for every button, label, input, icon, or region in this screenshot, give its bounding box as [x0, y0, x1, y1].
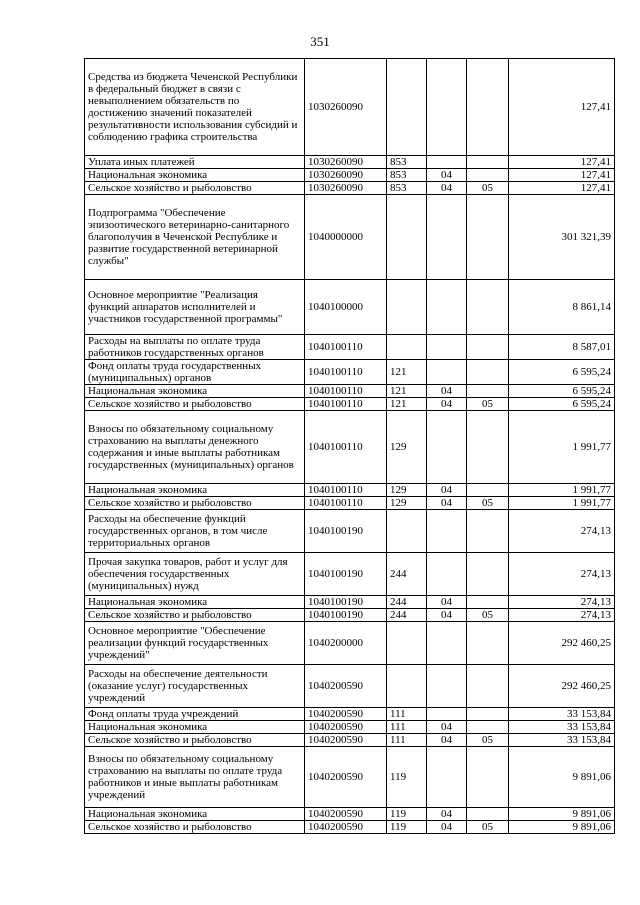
subsection-code-cell: [467, 280, 509, 335]
expense-name-cell: Фонд оплаты труда государственных (муниципальных) органов: [85, 360, 305, 385]
target-article-code-cell: 1040200590: [305, 808, 387, 821]
section-code-cell: [427, 195, 467, 280]
table-row: [85, 708, 615, 721]
subsection-code-cell: [467, 510, 509, 553]
table-row: [85, 398, 615, 411]
amount-cell: 274,13: [509, 510, 615, 553]
amount-cell: 6 595,24: [509, 398, 615, 411]
target-article-code-cell: 1040200590: [305, 708, 387, 721]
table-row: [85, 665, 615, 708]
amount-cell: 33 153,84: [509, 708, 615, 721]
amount-cell: 292 460,25: [509, 622, 615, 665]
expense-type-code-cell: 244: [387, 553, 427, 596]
expense-name-cell: Национальная экономика: [85, 596, 305, 609]
expense-type-code-cell: [387, 195, 427, 280]
expense-name-cell: Взносы по обязательному социальному страхованию на выплаты по оплате труда работников и иные выплаты работникам учреждений: [85, 747, 305, 808]
subsection-code-cell: [467, 747, 509, 808]
target-article-code-cell: 1040100190: [305, 510, 387, 553]
amount-cell: 8 861,14: [509, 280, 615, 335]
expense-type-code-cell: 111: [387, 708, 427, 721]
amount-cell: 33 153,84: [509, 734, 615, 747]
table-row: [85, 156, 615, 169]
target-article-code-cell: 1040100110: [305, 411, 387, 484]
section-code-cell: 04: [427, 821, 467, 834]
section-code-cell: [427, 510, 467, 553]
subsection-code-cell: [467, 665, 509, 708]
target-article-code-cell: 1030260090: [305, 156, 387, 169]
section-code-cell: [427, 747, 467, 808]
expense-name-cell: Расходы на обеспечение функций государственных органов, в том числе территориальных органов: [85, 510, 305, 553]
table-row: [85, 497, 615, 510]
table-row: [85, 747, 615, 808]
amount-cell: 274,13: [509, 596, 615, 609]
table-row: [85, 721, 615, 734]
expense-type-code-cell: 121: [387, 398, 427, 411]
amount-cell: 127,41: [509, 156, 615, 169]
table-row: [85, 821, 615, 834]
amount-cell: 6 595,24: [509, 360, 615, 385]
expense-type-code-cell: 129: [387, 411, 427, 484]
target-article-code-cell: 1040100190: [305, 553, 387, 596]
amount-cell: 1 991,77: [509, 497, 615, 510]
expense-type-code-cell: 853: [387, 169, 427, 182]
section-code-cell: [427, 59, 467, 156]
target-article-code-cell: 1040100190: [305, 609, 387, 622]
table-row: [85, 808, 615, 821]
expense-type-code-cell: 119: [387, 747, 427, 808]
expense-name-cell: Национальная экономика: [85, 484, 305, 497]
target-article-code-cell: 1030260090: [305, 169, 387, 182]
expense-name-cell: Прочая закупка товаров, работ и услуг для обеспечения государственных (муниципальных) нужд: [85, 553, 305, 596]
subsection-code-cell: [467, 385, 509, 398]
expense-type-code-cell: 129: [387, 484, 427, 497]
subsection-code-cell: [467, 59, 509, 156]
expense-type-code-cell: 111: [387, 734, 427, 747]
expense-name-cell: Основное мероприятие "Обеспечение реализации функций государственных учреждений": [85, 622, 305, 665]
target-article-code-cell: 1040000000: [305, 195, 387, 280]
table-row: [85, 609, 615, 622]
expense-name-cell: Средства из бюджета Чеченской Республики в федеральный бюджет в связи с невыполнением обязательств по достижению значений показателей результативности использования субсидий и соблюдению графика строительства: [85, 59, 305, 156]
budget-table-body: [85, 59, 615, 834]
table-row: [85, 484, 615, 497]
amount-cell: 127,41: [509, 169, 615, 182]
expense-type-code-cell: 244: [387, 609, 427, 622]
table-row: [85, 360, 615, 385]
table-row: [85, 596, 615, 609]
amount-cell: 127,41: [509, 59, 615, 156]
expense-type-code-cell: 853: [387, 182, 427, 195]
table-row: [85, 182, 615, 195]
section-code-cell: 04: [427, 609, 467, 622]
subsection-code-cell: [467, 195, 509, 280]
amount-cell: 9 891,06: [509, 808, 615, 821]
expense-name-cell: Национальная экономика: [85, 808, 305, 821]
expense-type-code-cell: [387, 59, 427, 156]
section-code-cell: [427, 553, 467, 596]
subsection-code-cell: [467, 156, 509, 169]
target-article-code-cell: 1030260090: [305, 182, 387, 195]
expense-type-code-cell: 244: [387, 596, 427, 609]
subsection-code-cell: 05: [467, 734, 509, 747]
section-code-cell: 04: [427, 398, 467, 411]
amount-cell: 1 991,77: [509, 484, 615, 497]
amount-cell: 8 587,01: [509, 335, 615, 360]
budget-table: [84, 58, 615, 834]
section-code-cell: 04: [427, 721, 467, 734]
amount-cell: 9 891,06: [509, 747, 615, 808]
subsection-code-cell: [467, 484, 509, 497]
subsection-code-cell: [467, 553, 509, 596]
page-number: 351: [310, 34, 330, 49]
target-article-code-cell: 1040100110: [305, 360, 387, 385]
expense-type-code-cell: [387, 510, 427, 553]
subsection-code-cell: 05: [467, 398, 509, 411]
target-article-code-cell: 1040100190: [305, 596, 387, 609]
expense-name-cell: Фонд оплаты труда учреждений: [85, 708, 305, 721]
target-article-code-cell: 1040100110: [305, 484, 387, 497]
table-row: [85, 169, 615, 182]
expense-name-cell: Сельское хозяйство и рыболовство: [85, 734, 305, 747]
table-row: [85, 553, 615, 596]
expense-type-code-cell: [387, 622, 427, 665]
expense-name-cell: Взносы по обязательному социальному страхованию на выплаты денежного содержания и иные выплаты работникам государственных (муниципальных) органов: [85, 411, 305, 484]
subsection-code-cell: 05: [467, 609, 509, 622]
expense-name-cell: Сельское хозяйство и рыболовство: [85, 398, 305, 411]
amount-cell: 1 991,77: [509, 411, 615, 484]
amount-cell: 301 321,39: [509, 195, 615, 280]
subsection-code-cell: 05: [467, 821, 509, 834]
expense-type-code-cell: 119: [387, 821, 427, 834]
subsection-code-cell: [467, 335, 509, 360]
amount-cell: 33 153,84: [509, 721, 615, 734]
expense-type-code-cell: 121: [387, 385, 427, 398]
section-code-cell: [427, 708, 467, 721]
section-code-cell: 04: [427, 808, 467, 821]
section-code-cell: [427, 622, 467, 665]
expense-name-cell: Подпрограмма "Обеспечение эпизоотического ветеринарно-санитарного благополучия в Чеченской Республике и развитие государственной ветеринарной службы": [85, 195, 305, 280]
expense-name-cell: Сельское хозяйство и рыболовство: [85, 182, 305, 195]
expense-name-cell: Расходы на выплаты по оплате труда работников государственных органов: [85, 335, 305, 360]
expense-type-code-cell: [387, 665, 427, 708]
expense-name-cell: Сельское хозяйство и рыболовство: [85, 497, 305, 510]
subsection-code-cell: [467, 169, 509, 182]
section-code-cell: [427, 335, 467, 360]
table-row: [85, 510, 615, 553]
section-code-cell: 04: [427, 385, 467, 398]
section-code-cell: 04: [427, 734, 467, 747]
target-article-code-cell: 1040200590: [305, 665, 387, 708]
section-code-cell: 04: [427, 484, 467, 497]
expense-name-cell: Основное мероприятие "Реализация функций аппаратов исполнителей и участников государственной программы": [85, 280, 305, 335]
target-article-code-cell: 1040100110: [305, 335, 387, 360]
section-code-cell: [427, 665, 467, 708]
section-code-cell: [427, 360, 467, 385]
target-article-code-cell: 1040200000: [305, 622, 387, 665]
section-code-cell: [427, 411, 467, 484]
amount-cell: 6 595,24: [509, 385, 615, 398]
amount-cell: 127,41: [509, 182, 615, 195]
subsection-code-cell: [467, 411, 509, 484]
target-article-code-cell: 1040100110: [305, 497, 387, 510]
amount-cell: 274,13: [509, 609, 615, 622]
section-code-cell: 04: [427, 497, 467, 510]
amount-cell: 274,13: [509, 553, 615, 596]
subsection-code-cell: [467, 622, 509, 665]
expense-name-cell: Национальная экономика: [85, 385, 305, 398]
amount-cell: 9 891,06: [509, 821, 615, 834]
expense-type-code-cell: 853: [387, 156, 427, 169]
expense-name-cell: Сельское хозяйство и рыболовство: [85, 609, 305, 622]
subsection-code-cell: 05: [467, 182, 509, 195]
table-row: [85, 59, 615, 156]
expense-name-cell: Национальная экономика: [85, 169, 305, 182]
target-article-code-cell: 1040200590: [305, 747, 387, 808]
table-row: [85, 195, 615, 280]
expense-type-code-cell: [387, 280, 427, 335]
table-row: [85, 335, 615, 360]
expense-name-cell: Сельское хозяйство и рыболовство: [85, 821, 305, 834]
target-article-code-cell: 1040100110: [305, 385, 387, 398]
expense-name-cell: Расходы на обеспечение деятельности (оказание услуг) государственных учреждений: [85, 665, 305, 708]
expense-type-code-cell: 111: [387, 721, 427, 734]
subsection-code-cell: [467, 808, 509, 821]
subsection-code-cell: [467, 360, 509, 385]
subsection-code-cell: 05: [467, 497, 509, 510]
target-article-code-cell: 1040200590: [305, 821, 387, 834]
section-code-cell: [427, 156, 467, 169]
subsection-code-cell: [467, 721, 509, 734]
table-row: [85, 411, 615, 484]
table-row: [85, 280, 615, 335]
section-code-cell: 04: [427, 169, 467, 182]
expense-type-code-cell: 119: [387, 808, 427, 821]
subsection-code-cell: [467, 708, 509, 721]
target-article-code-cell: 1040100000: [305, 280, 387, 335]
target-article-code-cell: 1040100110: [305, 398, 387, 411]
table-row: [85, 734, 615, 747]
amount-cell: 292 460,25: [509, 665, 615, 708]
section-code-cell: [427, 280, 467, 335]
table-row: [85, 622, 615, 665]
expense-name-cell: Уплата иных платежей: [85, 156, 305, 169]
table-row: [85, 385, 615, 398]
expense-type-code-cell: 121: [387, 360, 427, 385]
expense-type-code-cell: 129: [387, 497, 427, 510]
subsection-code-cell: [467, 596, 509, 609]
section-code-cell: 04: [427, 596, 467, 609]
target-article-code-cell: 1030260090: [305, 59, 387, 156]
section-code-cell: 04: [427, 182, 467, 195]
target-article-code-cell: 1040200590: [305, 734, 387, 747]
expense-name-cell: Национальная экономика: [85, 721, 305, 734]
target-article-code-cell: 1040200590: [305, 721, 387, 734]
expense-type-code-cell: [387, 335, 427, 360]
